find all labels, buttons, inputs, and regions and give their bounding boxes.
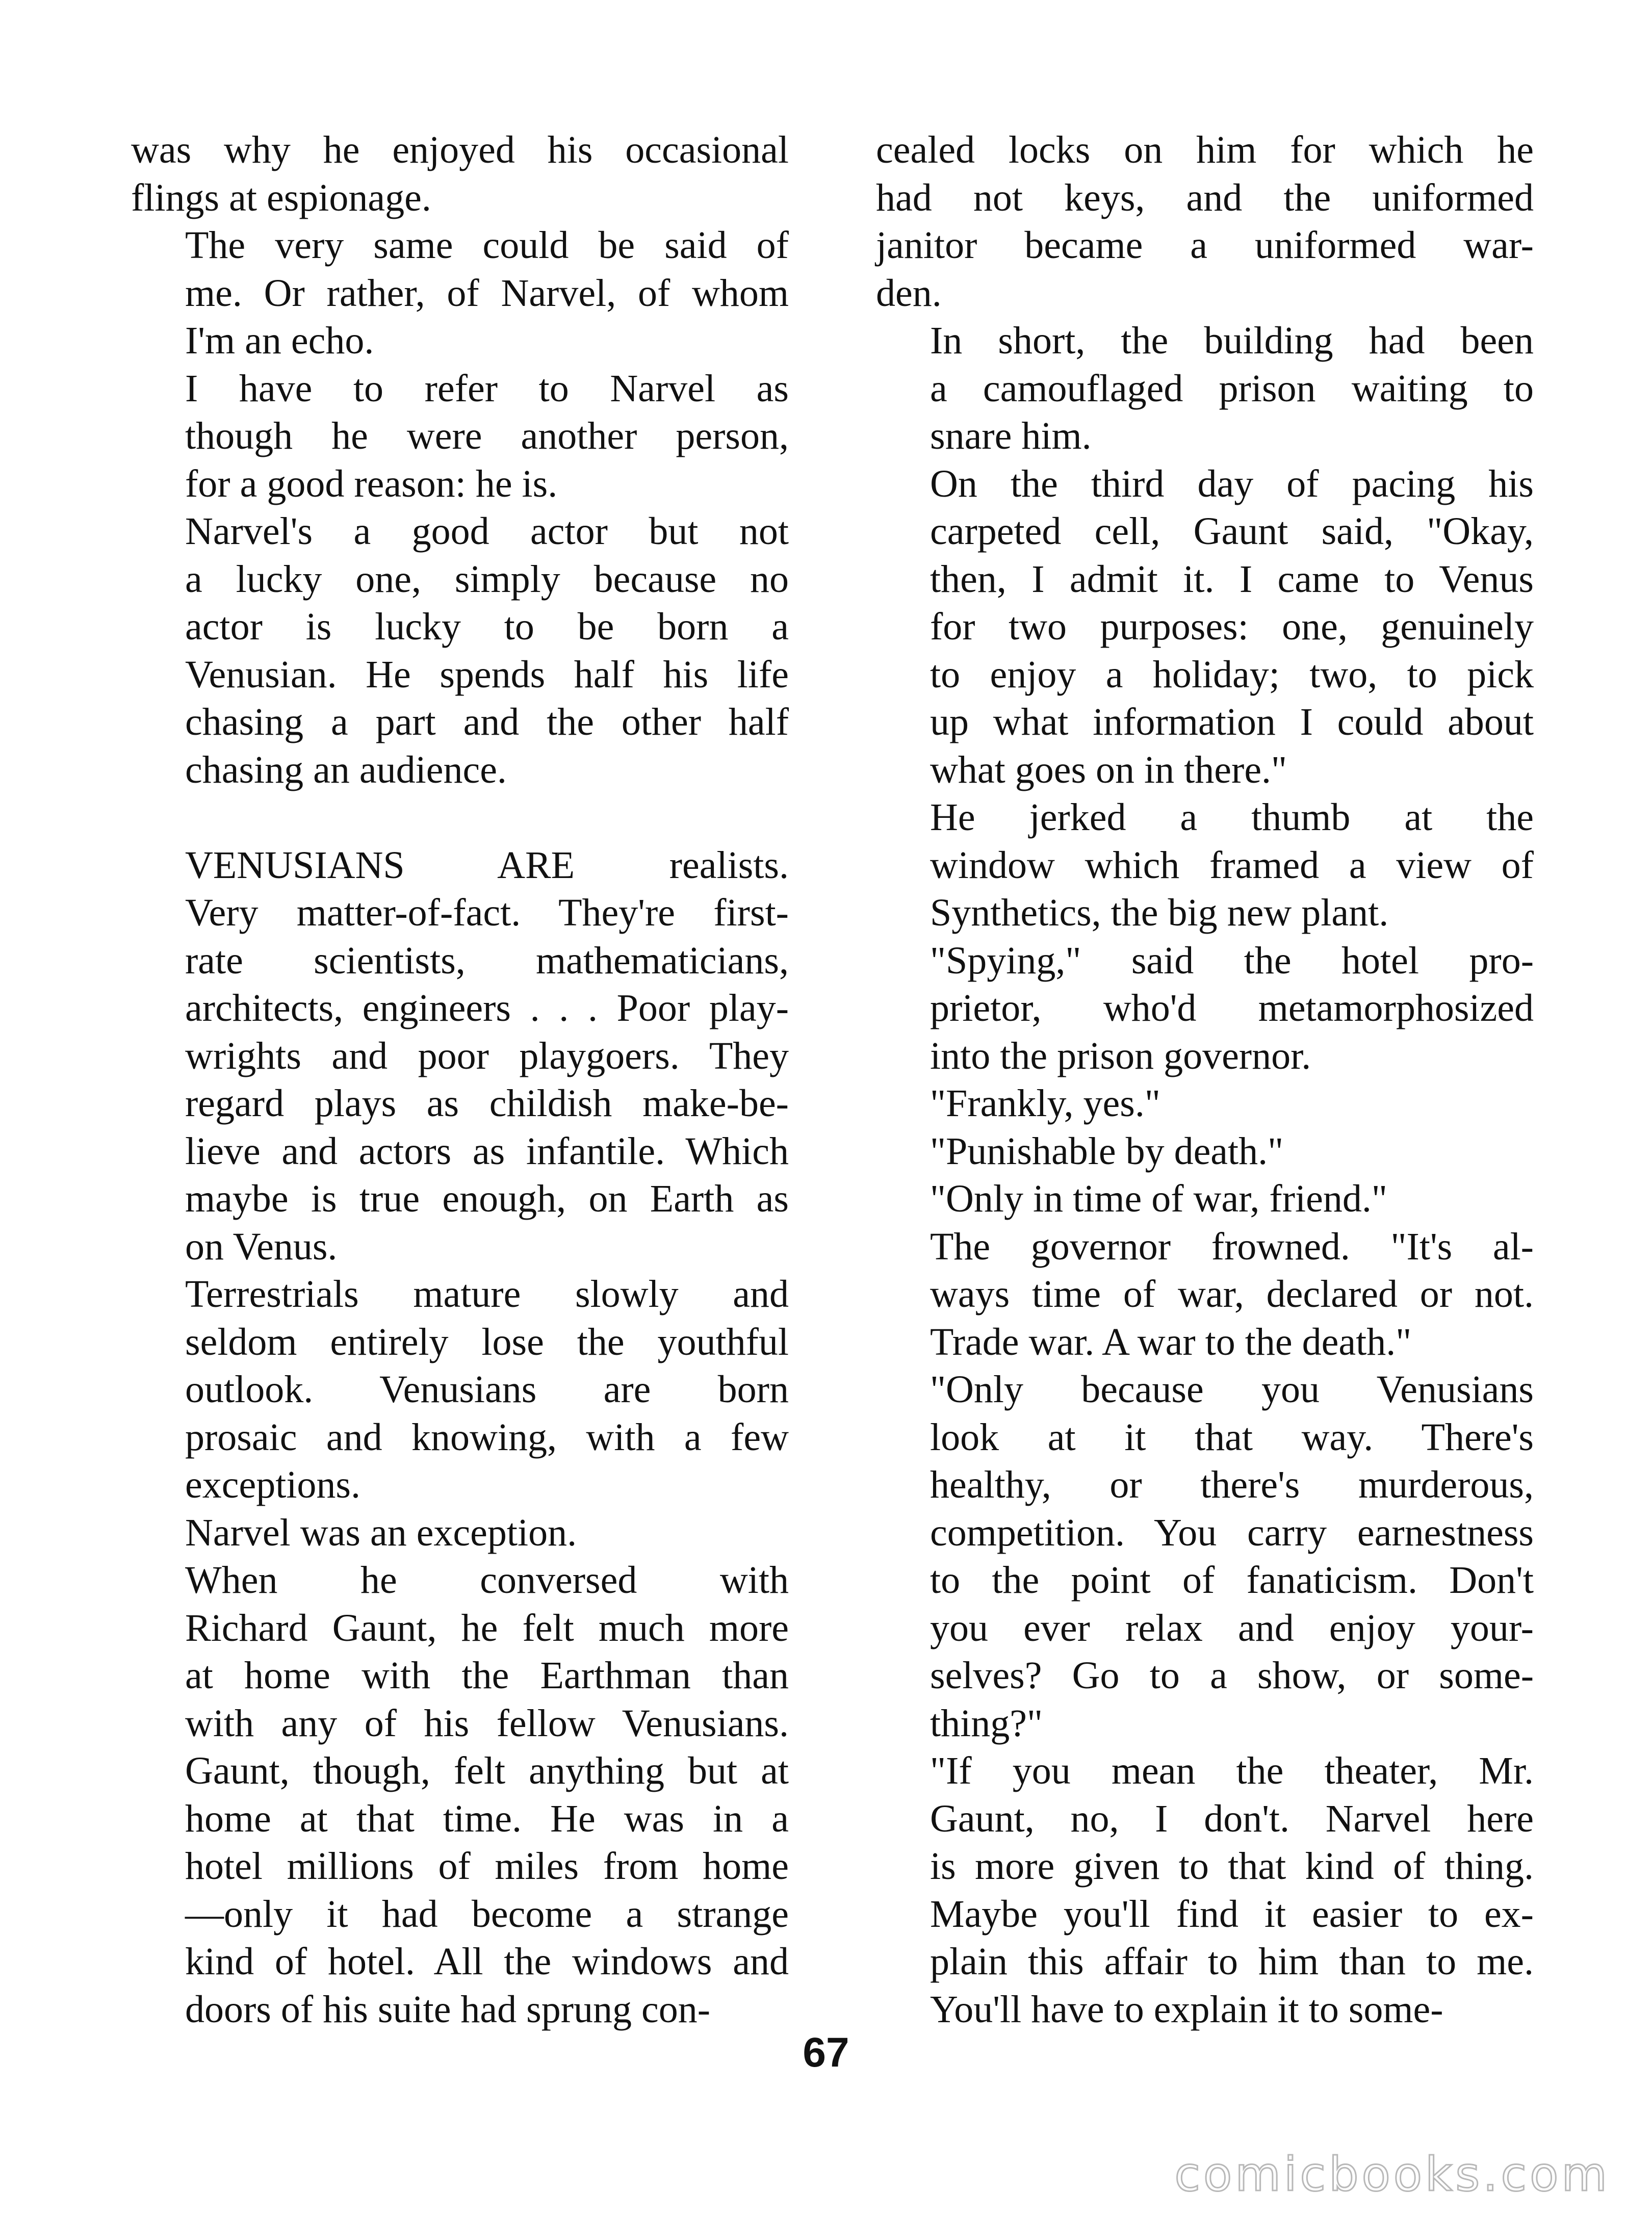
- text-line: for a good reason: he is.: [185, 462, 558, 505]
- paragraph: [876, 1223, 1534, 1366]
- text-line: Narvel was an exception.: [185, 1511, 577, 1554]
- paragraph: [876, 1366, 1534, 1747]
- paragraph: [131, 222, 789, 365]
- paragraph: [131, 508, 789, 794]
- text-line: at home with the Earthman than: [185, 1654, 789, 1697]
- text-line: maybe is true enough, on Earth as: [185, 1177, 789, 1220]
- text-line: a camouflaged prison waiting to: [930, 367, 1534, 410]
- paragraph: [131, 1557, 789, 2033]
- text-line: Trade war. A war to the death.": [930, 1320, 1412, 1363]
- text-line: Gaunt, no, I don't. Narvel here: [930, 1797, 1534, 1840]
- paragraph: [876, 1175, 1534, 1223]
- text-line: into the prison governor.: [930, 1034, 1311, 1077]
- text-line: Narvel's a good actor but not: [185, 510, 789, 553]
- text-line: On the third day of pacing his: [930, 462, 1534, 505]
- text-line: VENUSIANS ARE realists.: [185, 843, 789, 887]
- text-line: "If you mean the theater, Mr.: [930, 1749, 1534, 1792]
- text-line: Very matter-of-fact. They're first-: [185, 891, 789, 934]
- text-line: cealed locks on him for which he: [876, 128, 1534, 171]
- text-line: prosaic and knowing, with a few: [185, 1415, 789, 1459]
- text-line: You'll have to explain it to some-: [930, 1988, 1443, 2031]
- text-line: wrights and poor playgoers. They: [185, 1034, 789, 1077]
- text-line: doors of his suite had sprung con-: [185, 1988, 711, 2031]
- paragraph: [876, 460, 1534, 794]
- text-line: "Frankly, yes.": [930, 1082, 1160, 1125]
- text-line: thing?": [930, 1701, 1043, 1745]
- text-line: prietor, who'd metamorphosized: [930, 987, 1534, 1029]
- paragraph: [131, 365, 789, 508]
- text-line: outlook. Venusians are born: [185, 1368, 789, 1411]
- text-line: "Spying," said the hotel pro-: [930, 939, 1534, 982]
- text-line: actor is lucky to be born a: [185, 605, 789, 648]
- text-line: —only it had become a strange: [185, 1892, 789, 1936]
- text-line: In short, the building had been: [930, 319, 1534, 362]
- text-line: a lucky one, simply because no: [185, 557, 789, 601]
- text-line: what goes on in there.": [930, 748, 1287, 791]
- text-line: chasing a part and the other half: [185, 701, 789, 743]
- text-line: den.: [876, 271, 942, 315]
- left-column: [131, 126, 789, 2033]
- text-line: Terrestrials mature slowly and: [185, 1273, 789, 1316]
- text-line: janitor became a uniformed war-: [876, 224, 1534, 267]
- text-line: look at it that way. There's: [930, 1415, 1534, 1459]
- text-line: Synthetics, the big new plant.: [930, 891, 1389, 934]
- text-line: Richard Gaunt, he felt much more: [185, 1606, 789, 1649]
- paragraph: [131, 126, 789, 222]
- paragraph: [131, 1509, 789, 1557]
- text-line: to the point of fanaticism. Don't: [930, 1559, 1534, 1602]
- text-line: rate scientists, mathematicians,: [185, 939, 789, 982]
- text-line: plain this affair to him than to me.: [930, 1940, 1534, 1983]
- text-line: When he conversed with: [185, 1559, 789, 1602]
- text-line: I have to refer to Narvel as: [185, 367, 789, 410]
- paragraph: [876, 126, 1534, 317]
- text-line: "Only in time of war, friend.": [930, 1177, 1387, 1220]
- text-line: selves? Go to a show, or some-: [930, 1654, 1534, 1697]
- text-line: exceptions.: [185, 1463, 361, 1506]
- text-line: Maybe you'll find it easier to ex-: [930, 1892, 1534, 1936]
- paragraph: [131, 1271, 789, 1509]
- watermark: comicbooks.com: [1174, 2147, 1610, 2202]
- text-line: though he were another person,: [185, 415, 789, 457]
- paragraph: [876, 1128, 1534, 1176]
- text-line: seldom entirely lose the youthful: [185, 1320, 789, 1363]
- right-column: [876, 126, 1534, 2033]
- text-line: then, I admit it. I came to Venus: [930, 557, 1534, 601]
- paragraph: [876, 937, 1534, 1080]
- text-line: with any of his fellow Venusians.: [185, 1701, 789, 1745]
- text-line: was why he enjoyed his occasional: [131, 128, 789, 171]
- text-line: snare him.: [930, 415, 1092, 457]
- text-line: regard plays as childish make-be-: [185, 1082, 789, 1125]
- text-line: for two purposes: one, genuinely: [930, 605, 1534, 648]
- text-line: chasing an audience.: [185, 748, 507, 791]
- text-line: to enjoy a holiday; two, to pick: [930, 653, 1534, 696]
- text-line: He jerked a thumb at the: [930, 796, 1534, 839]
- text-line: I'm an echo.: [185, 319, 374, 362]
- text-line: competition. You carry earnestness: [930, 1511, 1534, 1554]
- paragraph: [876, 1747, 1534, 2033]
- text-line: is more given to that kind of thing.: [930, 1845, 1534, 1888]
- text-line: lieve and actors as infantile. Which: [185, 1129, 789, 1173]
- text-line: healthy, or there's murderous,: [930, 1463, 1534, 1506]
- text-line: me. Or rather, of Narvel, of whom: [185, 271, 789, 315]
- text-line: ways time of war, declared or not.: [930, 1273, 1534, 1316]
- text-line: had not keys, and the uniformed: [876, 176, 1534, 219]
- text-line: you ever relax and enjoy your-: [930, 1606, 1534, 1649]
- text-line: carpeted cell, Gaunt said, "Okay,: [930, 510, 1534, 553]
- text-line: The very same could be said of: [185, 224, 789, 267]
- text-line: up what information I could about: [930, 701, 1534, 743]
- paragraph: [876, 317, 1534, 460]
- paragraph: [131, 842, 789, 1271]
- text-line: on Venus.: [185, 1225, 338, 1268]
- page-number: 67: [803, 2029, 849, 2076]
- text-line: architects, engineers . . . Poor play-: [185, 987, 789, 1029]
- text-line: Gaunt, though, felt anything but at: [185, 1749, 789, 1792]
- text-line: "Punishable by death.": [930, 1129, 1284, 1173]
- paragraph: [876, 1080, 1534, 1128]
- text-line: kind of hotel. All the windows and: [185, 1940, 789, 1983]
- text-line: The governor frowned. "It's al-: [930, 1225, 1534, 1268]
- text-line: home at that time. He was in a: [185, 1797, 789, 1840]
- text-line: "Only because you Venusians: [930, 1368, 1534, 1411]
- text-line: Venusian. He spends half his life: [185, 653, 789, 696]
- text-line: flings at espionage.: [131, 176, 431, 219]
- text-line: hotel millions of miles from home: [185, 1845, 789, 1888]
- text-line: window which framed a view of: [930, 843, 1534, 887]
- paragraph: [876, 794, 1534, 937]
